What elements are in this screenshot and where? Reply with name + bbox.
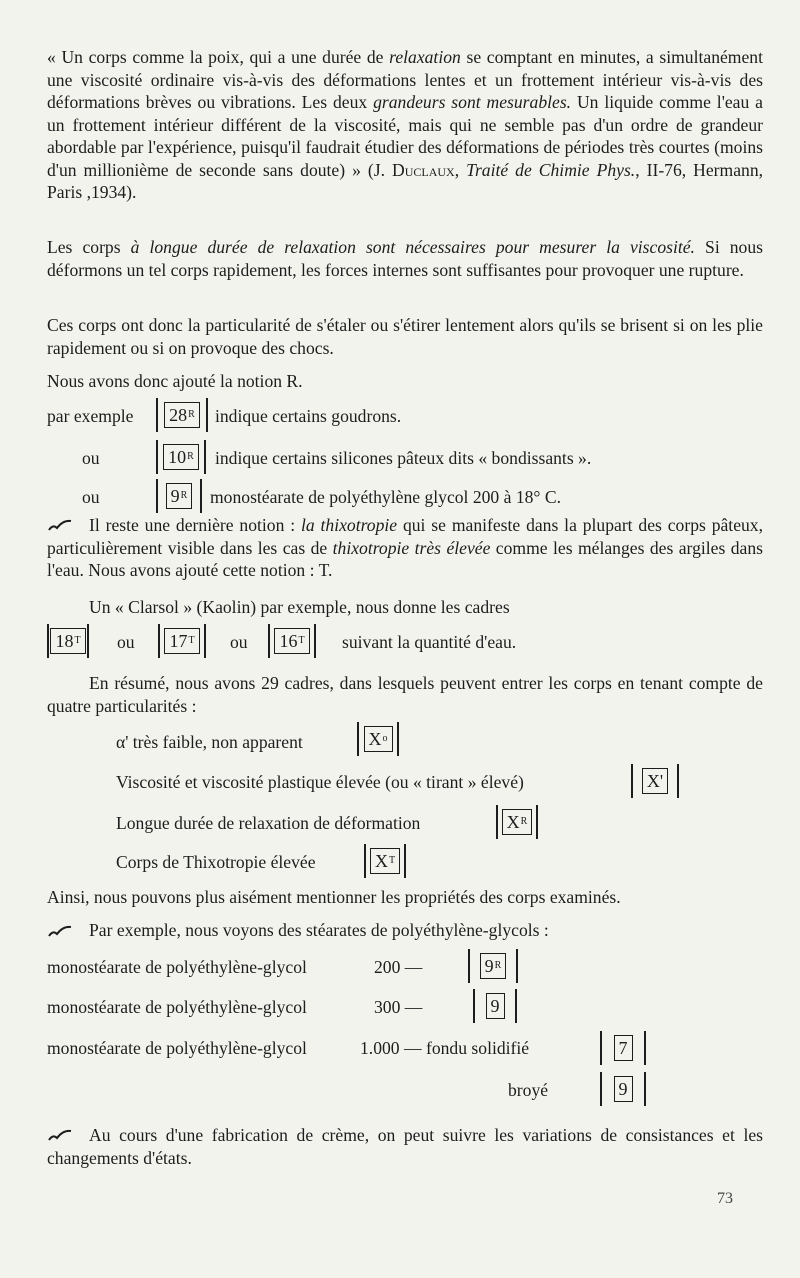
particularite-text: α' très faible, non apparent [116, 732, 303, 752]
paragraph-creme: Au cours d'une fabrication de crème, on peut suivre les variations de consistances et les changements d'états. [47, 1125, 763, 1168]
stearate-num: 200 — [374, 957, 423, 977]
particularite-text: Corps de Thixotropie élevée [116, 852, 316, 872]
example-text: indique certains silicones pâteux dits « bondissants ». [215, 448, 592, 468]
or-word: ou [230, 632, 248, 652]
cadre-18t: 18 T [47, 624, 89, 658]
example-prefix: ou [82, 448, 100, 468]
stearate-name: monostéarate de polyéthylène-glycol [47, 997, 307, 1017]
cadre-9: 9 [473, 989, 517, 1023]
particularite-text: Viscosité et viscosité plastique élevée (ou « tirant » élevé) [116, 772, 524, 792]
paragraph-thixotropie: Il reste une dernière notion : la thixotropie qui se manifeste dans la plupart des corps pâteux, particulièrement visible dans les cas de thixotropie très élevée comme les mélanges des argiles dans l'eau. Nous avons ajouté cette notion : T. [47, 515, 764, 580]
broye-label: broyé [508, 1080, 549, 1100]
stearate-name: monostéarate de polyéthylène-glycol [47, 1038, 307, 1058]
cadre-28r: 28 R [156, 398, 208, 432]
stearate-num: 300 — [374, 997, 423, 1017]
or-word: ou [117, 632, 135, 652]
particularite-text: Longue durée de relaxation de déformation [116, 813, 421, 833]
paragraph-ainsi: Ainsi, nous pouvons plus aisément mentionner les propriétés des corps examinés. [47, 887, 621, 907]
paragraph-relaxation: Les corps à longue durée de relaxation sont nécessaires pour mesurer la viscosité. Si nous déformons un tel corps rapidement, les forces internes sont suffisantes pour provoquer une rupture. [47, 237, 764, 280]
quote-paragraph: « Un corps comme la poix, qui a une durée de relaxation se comptant en minutes, a simultanément une viscosité ordinaire vis-à-vis des déformations lentes et un frottement intérieur vis-à-vis des déformations brèves ou vibrations. Les deux grandeurs sont mesurables. Un liquide comme l'eau a un frottement intérieur différent de la viscosité, mais qui ne semble pas d'un ordre de grandeur abordable par l'expérience, puisqu'il faudrait étudier des déformations de périodes très courtes (moins d'un millionième de seconde sans doute) » (J. Duclaux, Traité de Chimie Phys., II-76, Hermann, Paris ,1934). [47, 47, 764, 202]
cadre-xt: X T [364, 844, 406, 878]
clarsol-suffix: suivant la quantité d'eau. [342, 632, 517, 652]
page-number: 73 [717, 1190, 733, 1207]
cadre-x0: X o [357, 722, 399, 756]
cadre-xr: X R [496, 805, 538, 839]
example-text: indique certains goudrons. [215, 406, 402, 426]
cadre-9r: 9 R [156, 479, 202, 513]
cadre-7: 7 [600, 1031, 646, 1065]
cadre-17t: 17 T [158, 624, 206, 658]
cadre-16t: 16 T [268, 624, 316, 658]
paragraph-exemple: Par exemple, nous voyons des stéarates de polyéthylène-glycols : [89, 920, 549, 940]
cadre-10r: 10 R [156, 440, 206, 474]
paragraph-notion-r: Nous avons donc ajouté la notion R. [47, 371, 303, 391]
example-text: monostéarate de polyéthylène glycol 200 à 18° C. [210, 487, 561, 507]
cadre-x-prime: X' [631, 764, 679, 798]
paragraph-resume: En résumé, nous avons 29 cadres, dans lesquels peuvent entrer les corps en tenant compte de quatre particularités : [47, 673, 763, 716]
paragraph-clarsol: Un « Clarsol » (Kaolin) par exemple, nous donne les cadres [89, 597, 510, 617]
example-prefix: par exemple [47, 406, 134, 426]
stearate-name: monostéarate de polyéthylène-glycol [47, 957, 307, 977]
cadre-9r: 9 R [468, 949, 518, 983]
check-mark-icon [47, 924, 73, 940]
paragraph-particularite: Ces corps ont donc la particularité de s'étaler ou s'étirer lentement alors qu'ils se brisent si on les plie rapidement ou si on provoque des chocs. [47, 315, 763, 358]
stearate-num: 1.000 — fondu solidifié [360, 1038, 530, 1058]
cadre-9-broye: 9 [600, 1072, 646, 1106]
example-prefix: ou [82, 487, 100, 507]
